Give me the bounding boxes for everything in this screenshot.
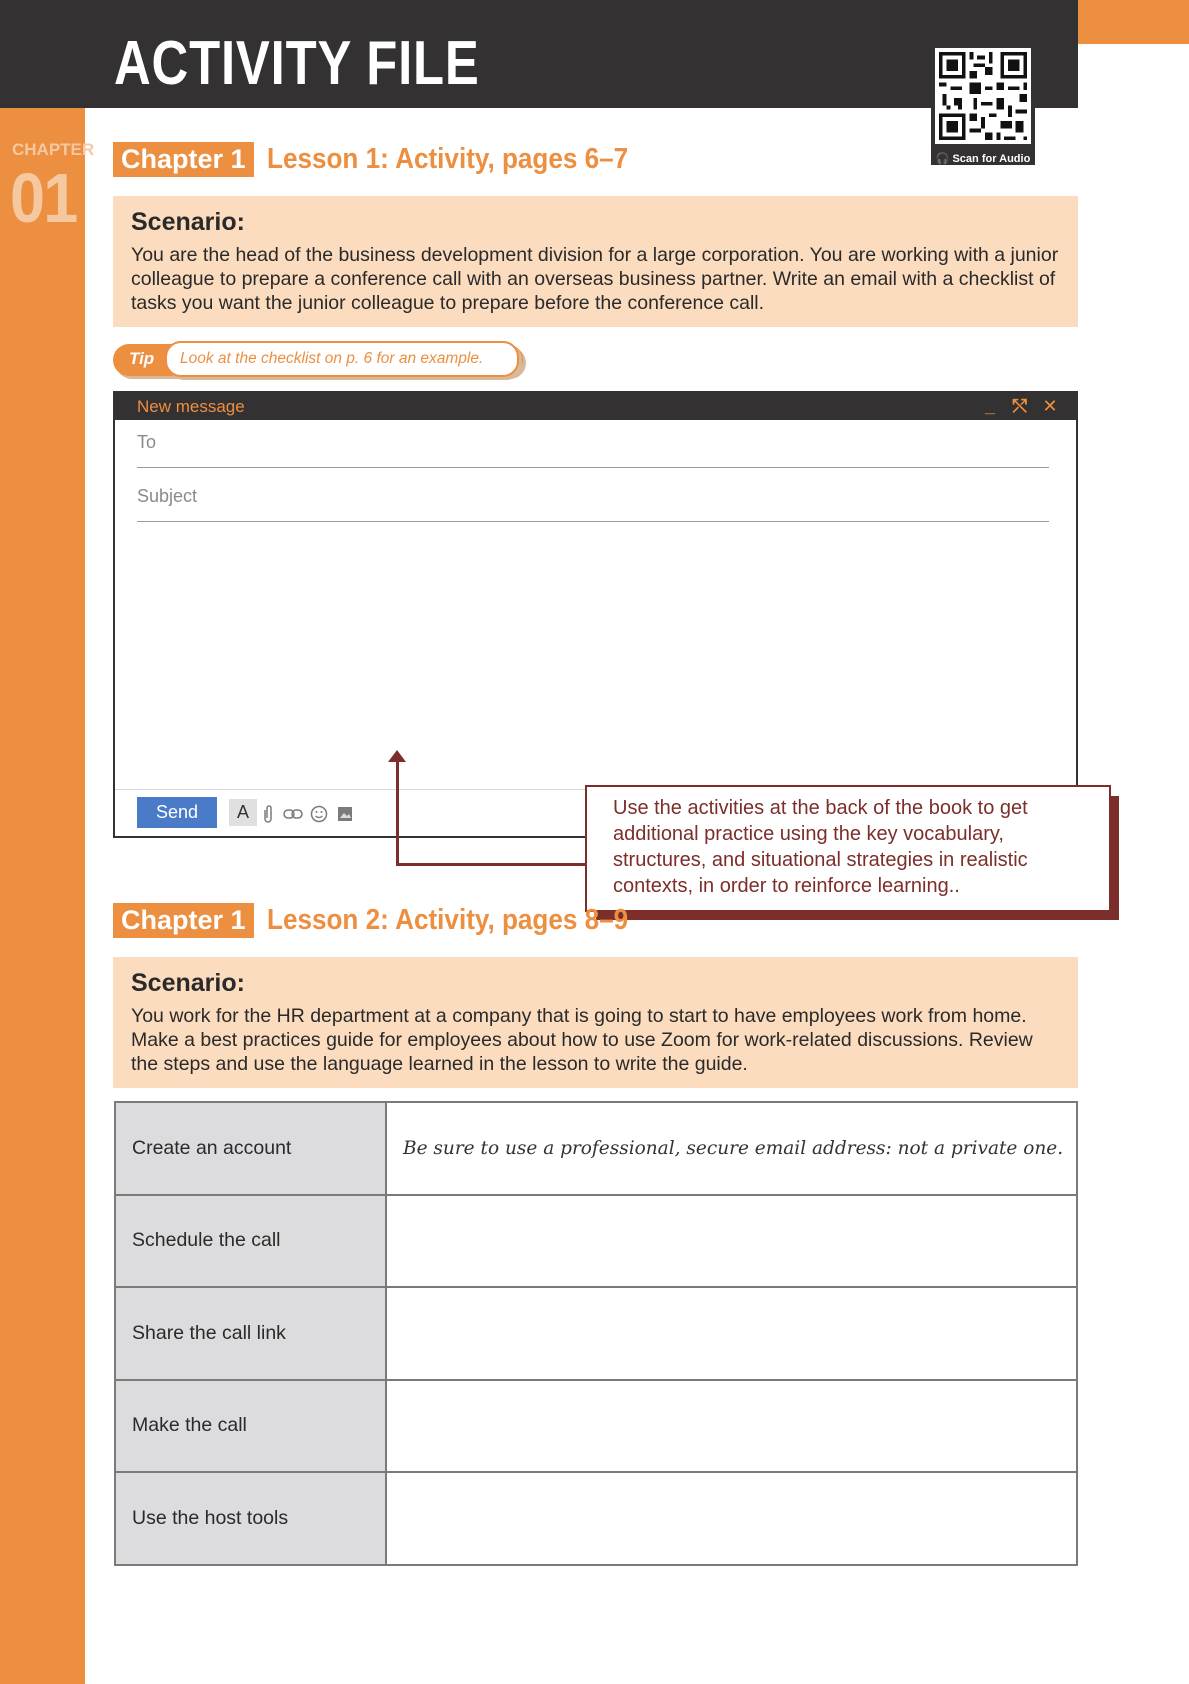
close-icon[interactable]: ✕: [1042, 396, 1058, 416]
table-row: [115, 1472, 1077, 1565]
guide-table: [114, 1101, 1078, 1566]
scenario-text: You are the head of the business development division for a large corporation. You are working with a junior colleague to prepare a conference call with an overseas business partner. Write an email with a checklist of tasks you want the junior colleague to prepare before the conference call.: [131, 244, 1059, 314]
note-cell[interactable]: [386, 1472, 1077, 1565]
callout-text: Use the activities at the back of the book to get additional practice using the key vocabulary, structures, and situational strategies in realistic contexts, in order to reinforce learning..: [613, 797, 1028, 897]
note-cell[interactable]: Be sure to use a professional, secure email address: not a private one.: [386, 1102, 1077, 1195]
scenario-box: [113, 957, 1078, 1088]
scenario-box: [113, 196, 1078, 327]
step-cell: Share the call link: [115, 1287, 386, 1380]
lesson1-heading: [113, 142, 668, 177]
subject-field[interactable]: [137, 474, 1049, 522]
window-controls: [982, 396, 1058, 417]
table-row: [115, 1102, 1077, 1195]
step-cell: Create an account: [115, 1102, 386, 1195]
emoji-icon[interactable]: [310, 805, 328, 823]
to-placeholder: To: [137, 432, 157, 452]
tip-label: Tip: [129, 349, 155, 368]
callout-arrow-line: [396, 760, 399, 866]
subject-placeholder: Subject: [137, 486, 198, 506]
lesson2-heading: [113, 903, 668, 938]
to-field[interactable]: [137, 420, 1049, 468]
scenario-title: Scenario:: [131, 208, 245, 236]
image-icon[interactable]: [337, 806, 353, 822]
note-cell[interactable]: [386, 1195, 1077, 1288]
callout-arrow-connector: [396, 863, 586, 866]
header-accent-strip: [1078, 0, 1189, 44]
sidebar-chapter-label: CHAPTER: [12, 140, 95, 159]
lesson-title: Lesson 2: Activity, pages 8–9: [266, 904, 628, 936]
qr-label: 🎧 Scan for Audio: [935, 153, 1031, 165]
table-row: [115, 1380, 1077, 1473]
collapse-icon[interactable]: ⤲: [1012, 396, 1028, 416]
qr-code-icon: [935, 48, 1031, 144]
chapter-badge: Chapter 1: [113, 142, 254, 177]
email-window-title: New message: [137, 396, 245, 416]
table-row: [115, 1287, 1077, 1380]
lesson-title: Lesson 1: Activity, pages 6–7: [266, 143, 628, 175]
link-icon[interactable]: [283, 807, 303, 821]
note-cell[interactable]: [386, 1287, 1077, 1380]
qr-code-box[interactable]: [931, 44, 1035, 165]
minimize-icon[interactable]: _: [984, 396, 995, 416]
scenario-text: You work for the HR department at a company that is going to start to have employees work from home. Make a best practices guide for employees about how to use Zoom for work-related discussions. Review the steps and use the language learned in the lesson to write the guide.: [131, 1005, 1033, 1075]
tip-bubble: [165, 341, 519, 377]
chapter-badge: Chapter 1: [113, 903, 254, 938]
page-title: ACTIVITY FILE: [114, 29, 480, 98]
table-row: [115, 1195, 1077, 1288]
email-composer: [113, 391, 1078, 838]
send-button[interactable]: Send: [137, 797, 217, 828]
email-titlebar: [115, 393, 1076, 420]
note-cell[interactable]: [386, 1380, 1077, 1473]
step-cell: Make the call: [115, 1380, 386, 1473]
tip-text: Look at the checklist on p. 6 for an example.: [180, 350, 484, 367]
sidebar-chapter-number: 01: [10, 159, 77, 237]
chapter-sidebar: [0, 108, 85, 1684]
step-cell: Schedule the call: [115, 1195, 386, 1288]
font-format-icon[interactable]: A: [229, 799, 257, 826]
scenario-title: Scenario:: [131, 969, 245, 997]
attachment-icon[interactable]: [262, 804, 274, 824]
step-cell: Use the host tools: [115, 1472, 386, 1565]
callout-box: [585, 785, 1111, 912]
